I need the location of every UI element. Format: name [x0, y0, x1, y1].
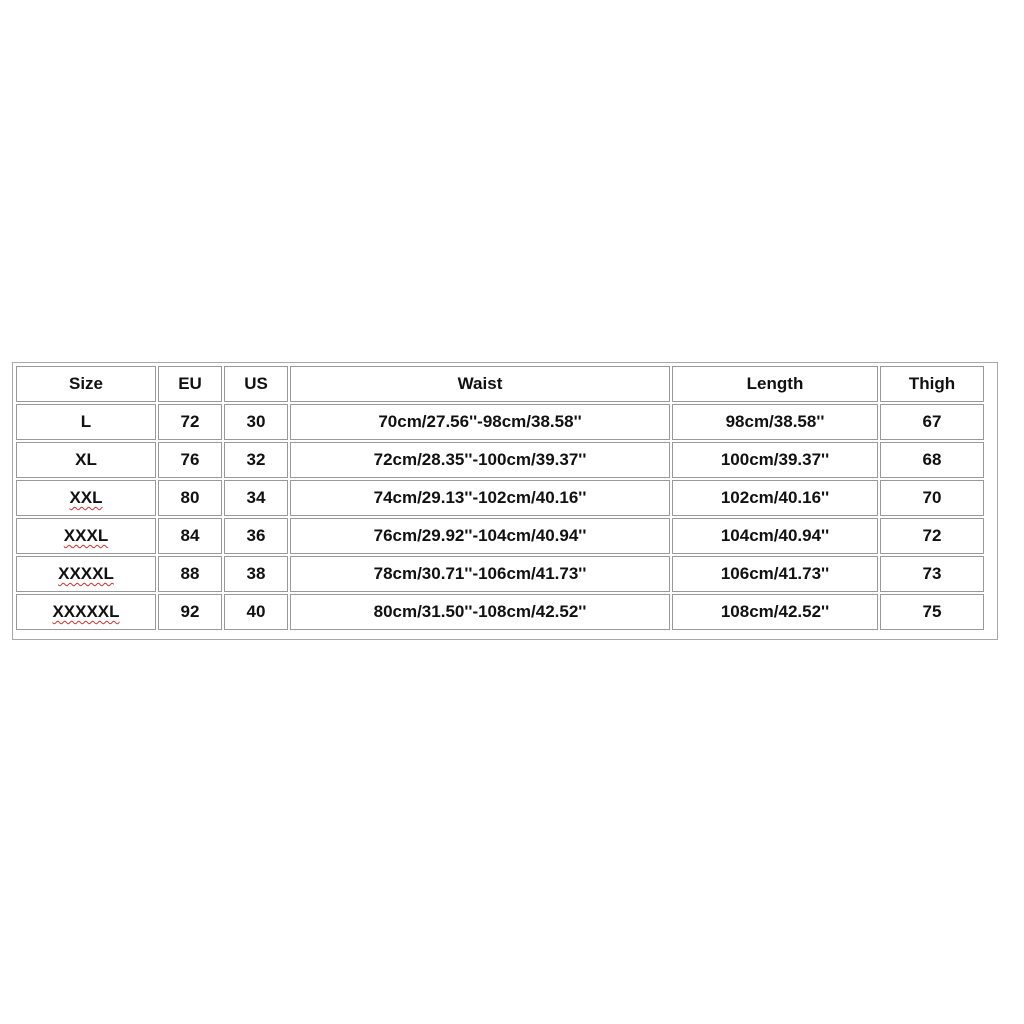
cell-eu: 84: [158, 518, 222, 554]
cell-length: 102cm/40.16'': [672, 480, 878, 516]
cell-thigh: 72: [880, 518, 984, 554]
cell-waist: 78cm/30.71''-106cm/41.73'': [290, 556, 670, 592]
cell-waist: 76cm/29.92''-104cm/40.94'': [290, 518, 670, 554]
cell-length: 104cm/40.94'': [672, 518, 878, 554]
cell-eu: 76: [158, 442, 222, 478]
header-thigh: Thigh: [880, 366, 984, 402]
size-label: XXXL: [63, 526, 109, 545]
table-row: [16, 556, 984, 592]
cell-length: 98cm/38.58'': [672, 404, 878, 440]
cell-length: 108cm/42.52'': [672, 594, 878, 630]
cell-waist: 80cm/31.50''-108cm/42.52'': [290, 594, 670, 630]
cell-size: XL: [16, 442, 156, 478]
cell-eu: 88: [158, 556, 222, 592]
table-row: [16, 442, 984, 478]
size-label: XXL: [69, 488, 103, 507]
cell-us: 36: [224, 518, 288, 554]
size-label: XXXXL: [58, 564, 114, 583]
cell-size: [16, 594, 156, 630]
cell-us: 32: [224, 442, 288, 478]
cell-waist: 72cm/28.35''-100cm/39.37'': [290, 442, 670, 478]
header-us: US: [224, 366, 288, 402]
cell-eu: 72: [158, 404, 222, 440]
cell-thigh: 67: [880, 404, 984, 440]
cell-size: [16, 556, 156, 592]
cell-us: 38: [224, 556, 288, 592]
cell-thigh: 68: [880, 442, 984, 478]
cell-size: [16, 480, 156, 516]
cell-size: L: [16, 404, 156, 440]
cell-eu: 80: [158, 480, 222, 516]
cell-us: 40: [224, 594, 288, 630]
header-size: Size: [16, 366, 156, 402]
table-row: [16, 404, 984, 440]
cell-length: 100cm/39.37'': [672, 442, 878, 478]
cell-us: 30: [224, 404, 288, 440]
header-waist: Waist: [290, 366, 670, 402]
cell-length: 106cm/41.73'': [672, 556, 878, 592]
header-row: [16, 366, 984, 402]
table-row: [16, 518, 984, 554]
size-chart-table: [14, 364, 986, 632]
cell-size: [16, 518, 156, 554]
cell-waist: 74cm/29.13''-102cm/40.16'': [290, 480, 670, 516]
header-length: Length: [672, 366, 878, 402]
table-row: [16, 480, 984, 516]
cell-thigh: 75: [880, 594, 984, 630]
cell-us: 34: [224, 480, 288, 516]
cell-waist: 70cm/27.56''-98cm/38.58'': [290, 404, 670, 440]
table-row: [16, 594, 984, 630]
cell-eu: 92: [158, 594, 222, 630]
header-eu: EU: [158, 366, 222, 402]
cell-thigh: 70: [880, 480, 984, 516]
size-label: XXXXXL: [52, 602, 120, 621]
cell-thigh: 73: [880, 556, 984, 592]
